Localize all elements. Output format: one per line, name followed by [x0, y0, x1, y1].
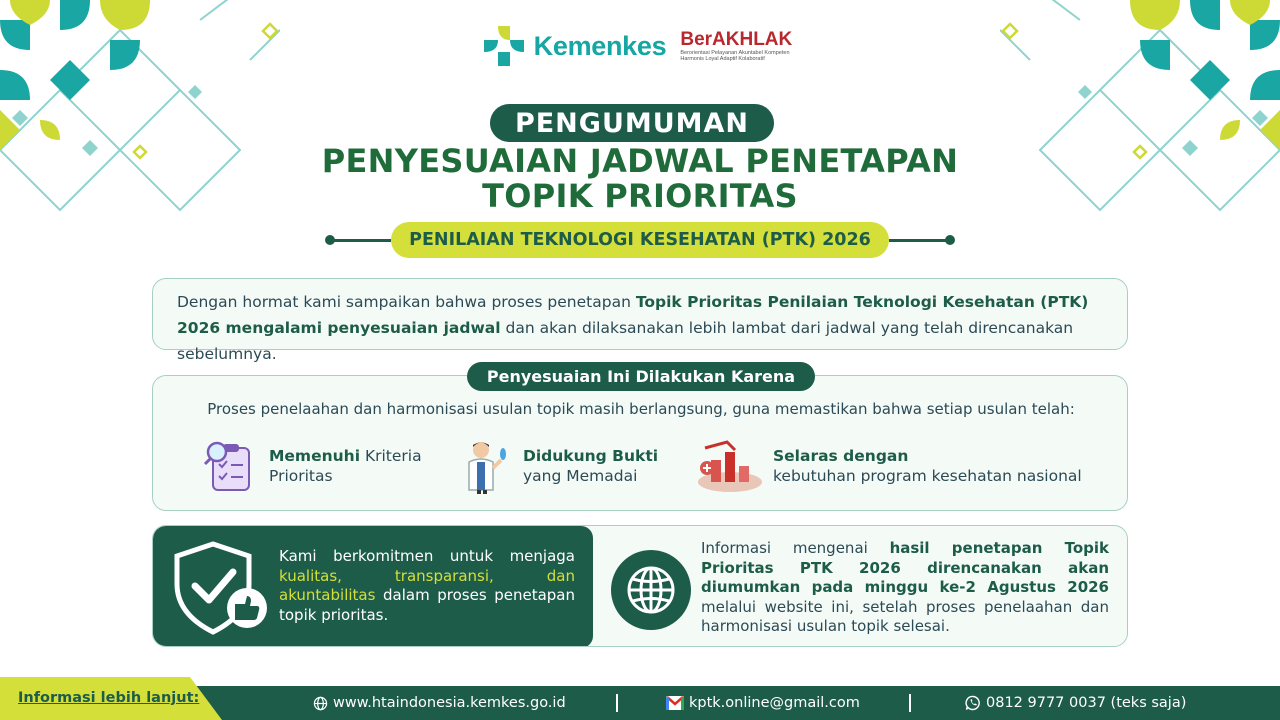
kemenkes-logo — [482, 24, 667, 68]
reason-3-bold: Selaras dengan — [773, 447, 909, 465]
berakhlak-logo — [680, 30, 798, 62]
footer-phone-text[interactable]: 0812 9777 0037 (teks saja) — [986, 695, 1187, 711]
globe-icon — [625, 564, 677, 616]
commitment-info-box — [152, 525, 1128, 647]
health-chart-icon — [697, 438, 763, 494]
footer-website-text[interactable]: www.htaindonesia.kemkes.go.id — [333, 695, 566, 711]
reason-1-line2: Prioritas — [269, 467, 333, 485]
info-text-1: Informasi mengenai — [701, 539, 890, 557]
reason-2-line2: yang Memadai — [523, 467, 638, 485]
globe-badge — [611, 550, 691, 630]
reasons-lead: Proses penelaahan dan harmonisasi usulan topik masih berlangsung, guna memastikan bahwa setiap usulan telah: — [207, 400, 1075, 418]
reason-item-evidence — [457, 438, 658, 494]
commitment-text-1: Kami berkomitmen untuk menjaga — [279, 547, 575, 565]
reasons-title: Penyesuaian Ini Dilakukan Karena — [467, 362, 815, 391]
intro-text-1: Dengan hormat kami sampaikan bahwa proses penetapan — [177, 293, 636, 311]
checklist-magnifier-icon — [203, 438, 259, 494]
info-text — [701, 539, 1109, 637]
footer-separator-1 — [616, 694, 618, 712]
info-text-2: melalui website ini, setelah proses penelaahan dan harmonisasi usulan topik selesai. — [701, 597, 1109, 635]
kemenkes-logo-text: Kemenkes — [533, 30, 667, 61]
reasons-box — [152, 367, 1128, 511]
title-line-2: TOPIK PRIORITAS — [482, 177, 798, 215]
berakhlak-tagline: Berorientasi Pelayanan Akuntabel Kompeten Harmonis Loyal Adaptif Kolaboratif — [680, 50, 790, 62]
subtitle-pill: PENILAIAN TEKNOLOGI KESEHATAN (PTK) 2026 — [391, 222, 889, 258]
intro-text-bold: Topik Prioritas Penilaian Teknologi Kesehatan (PTK) 2026 mengalami penyesuaian jadwal — [177, 293, 1089, 337]
announcement-label: PENGUMUMAN — [490, 104, 774, 142]
reason-1-rest: Kriteria — [360, 447, 422, 465]
reason-3-line2: kebutuhan program kesehatan nasional — [773, 467, 1082, 485]
reason-item-alignment — [697, 438, 1082, 494]
footer-email-text[interactable]: kptk.online@gmail.com — [689, 695, 860, 711]
intro-box — [152, 278, 1128, 363]
kemenkes-emblem-icon — [482, 24, 526, 68]
doctor-icon — [457, 438, 513, 494]
gmail-icon — [666, 696, 684, 710]
footer-website[interactable] — [313, 686, 566, 720]
web-globe-icon — [313, 696, 328, 711]
subtitle-divider-left — [329, 239, 391, 242]
reason-2-bold: Didukung Bukti — [523, 447, 659, 465]
subtitle-row — [0, 222, 1280, 258]
shield-check-thumb-icon — [169, 540, 269, 636]
commitment-panel — [153, 526, 593, 647]
header-logos — [0, 24, 1280, 68]
reason-item-criteria — [203, 438, 422, 494]
commitment-text — [279, 547, 575, 625]
page-title — [0, 144, 1280, 214]
footer-email[interactable] — [666, 686, 860, 720]
commitment-highlight: kualitas, transparansi, dan akuntabilitas — [279, 566, 575, 604]
subtitle-divider-right — [889, 239, 951, 242]
footer-phone[interactable] — [965, 686, 1186, 720]
reason-1-bold: Memenuhi — [269, 447, 361, 465]
intro-text-2: dan akan dilaksanakan lebih lambat dari jadwal yang telah direncanakan sebelumnya. — [177, 319, 1074, 363]
title-line-1: PENYESUAIAN JADWAL PENETAPAN — [321, 142, 959, 180]
berakhlak-logo-text: BerAKHLAK — [680, 29, 793, 50]
info-text-bold: hasil penetapan Topik Prioritas PTK 2026 direncanakan akan diumumkan pada minggu ke-2 Agustus 2026 — [701, 539, 1109, 596]
commitment-text-2: dalam proses penetapan topik prioritas. — [279, 586, 575, 624]
footer-label[interactable]: Informasi lebih lanjut: — [18, 690, 200, 706]
whatsapp-icon — [965, 695, 981, 711]
footer-separator-2 — [909, 694, 911, 712]
